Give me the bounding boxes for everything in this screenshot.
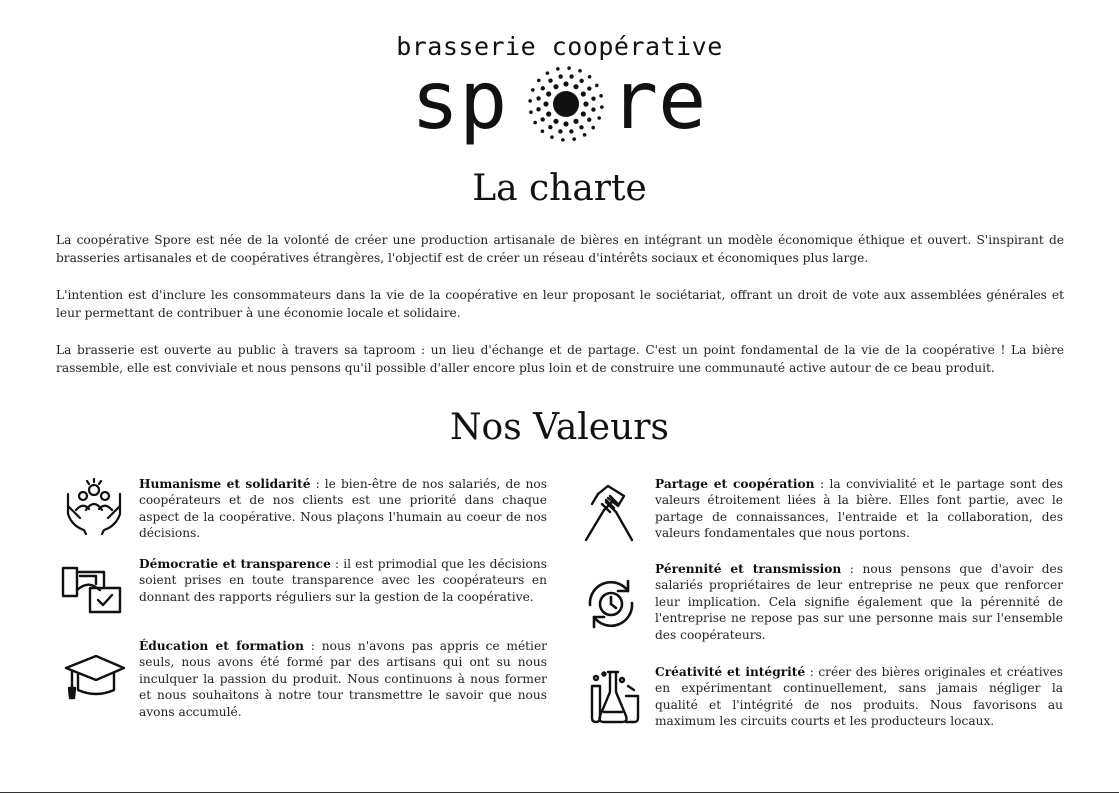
charte-text xyxy=(56,231,1064,396)
valeur-title: Partage et coopération xyxy=(655,477,815,491)
valeur-title: Créativité et intégrité xyxy=(655,665,806,679)
people-in-hands-icon xyxy=(62,476,126,536)
graduation-cap-icon xyxy=(62,650,128,702)
logo-name-left: sp xyxy=(411,54,508,147)
charte-paragraph: La coopérative Spore est née de la volonté de créer une production artisanale de bières en intégrant un modèle économique éthique et ouvert. S'inspirant de brasseries artisanales et de coopératives étrangères, l'objectif est de créer un réseau d'intérêts sociaux et économiques plus large. xyxy=(56,233,1064,265)
valeur-text: : créer des bières originales et créatives en expérimentant continuellement, sans jamais négliger la qualité et l'intégrité de nos produits. Nous favorisons au maximum les circuits courts et les producteurs locaux. xyxy=(655,665,1064,729)
valeur-title: Démocratie et transparence xyxy=(139,557,331,571)
cycle-clock-icon xyxy=(582,575,640,633)
valeurs-title: Nos Valeurs xyxy=(450,407,669,448)
valeur-text: : nous pensons que d'avoir des salariés propriétaires de leur entreprise ne peux que renforcer leur implication. Cela signifie également que la pérennité de l'entreprise ne repose pas sur une personne mais sur l'ensemble des coopérateurs. xyxy=(655,562,1063,642)
valeur-text: : le bien-être de nos salariés, de nos coopérateurs et de nos clients est une priorité dans chaque aspect de la coopérative. Nous plaçons l'humain au coeur de nos décisions. xyxy=(139,477,547,541)
valeur-item xyxy=(139,556,547,605)
ballot-vote-icon xyxy=(60,560,126,616)
charte-paragraph: L'intention est d'inclure les consommateurs dans la vie de la coopérative en leur proposant le sociétariat, offrant un droit de vote aux assemblées générales et leur permettant de contribuer à une économie locale et solidaire. xyxy=(56,288,1064,320)
charte-title: La charte xyxy=(472,168,647,209)
valeur-item xyxy=(139,476,547,542)
valeur-title: Humanisme et solidarité xyxy=(139,477,311,491)
page-bottom-divider xyxy=(0,792,1119,793)
valeur-title: Éducation et formation xyxy=(139,639,304,653)
logo-name-right: re xyxy=(610,54,707,147)
charte-paragraph: La brasserie est ouverte au public à travers sa taproom : un lieu d'échange et de partage. C'est un point fondamental de la vie de la coopérative ! La bière rassemble, elle est conviviale et nous pensons qu'il possible d'aller encore plus loin et de construire une communauté active autour de ce beau produit. xyxy=(56,343,1064,375)
valeur-item xyxy=(655,476,1063,542)
valeur-text: : la convivialité et le partage sont des valeurs étroitement liées à la bière. Elles font partie, avec le partage de connaissances, l'entraide et la collaboration, des valeurs fondamentales que nous portons. xyxy=(655,477,1063,541)
valeur-title: Pérennité et transmission xyxy=(655,562,842,576)
valeur-text: : il est primodial que les décisions soient prises en toute transparence avec les coopérateurs en donnant des rapports réguliers sur la gestion de la coopérative. xyxy=(139,557,547,604)
logo-subtitle: brasserie coopérative xyxy=(396,32,723,61)
lab-flasks-icon xyxy=(582,666,642,726)
valeur-item xyxy=(139,638,547,720)
valeur-item xyxy=(655,664,1063,730)
handshake-icon xyxy=(578,482,640,542)
logo xyxy=(0,54,1119,148)
valeur-item xyxy=(655,561,1063,643)
spore-logo-icon xyxy=(524,62,608,146)
valeur-text: : nous n'avons pas appris ce métier seuls, nous avons été formé par des artisans qui ont su nous inculquer la passion du produit. Nous continuons à nous former et nous souhaitons à notre tour transmettre le savoir que nous avons accumulé. xyxy=(139,639,547,719)
